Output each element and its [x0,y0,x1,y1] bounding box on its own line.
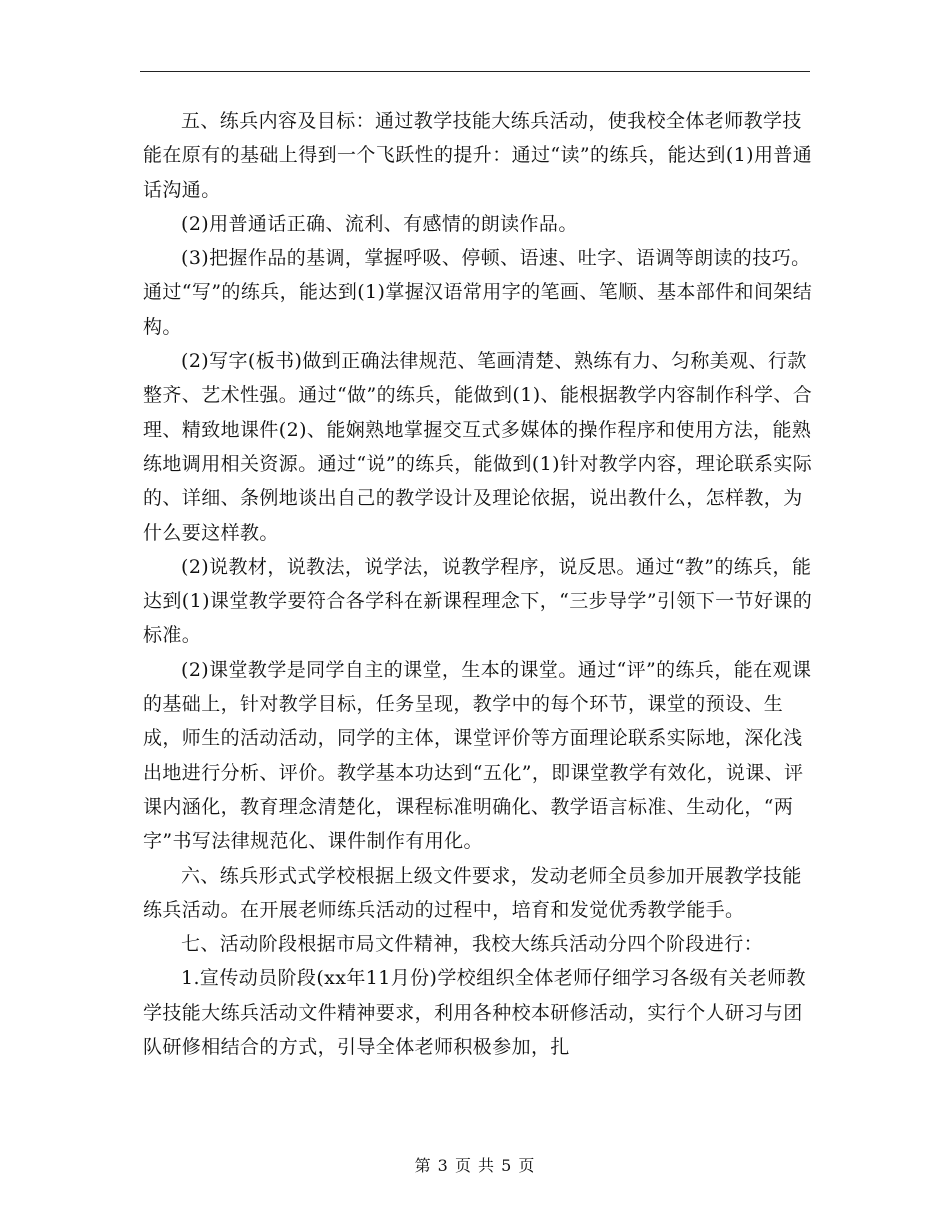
paragraph-read-2: (2)用普通话正确、流利、有感情的朗读作品。 [181,212,578,235]
paragraph-speak-2: (2)说教材，说教法，说学法，说教学程序，说反思。通过“教”的练兵，能达到(1)课堂教学要符合各学科在新课程理念下，“三步导学”引领下一节好课的标准。 [143,555,813,647]
paragraph-write-2: (2)写字(板书)做到正确法律规范、笔画清楚、熟练有力、匀称美观、行款整齐、艺术性强。通过“做”的练兵，能做到(1)、能根据教学内容制作科学、合理、精致地课件(2)、能娴熟地掌握交互式多媒体的操作程序和使用方法，能熟练地调用相关资源。通过“说”的练兵，能做到(1)针对教学内容，理论联系实际的、详细、条例地谈出自己的教学设计及理论依据，说出教什么，怎样教，为什么要这样教。 [143,350,813,544]
paragraph-7-stages: 七、活动阶段根据市局文件精神，我校大练兵活动分四个阶段进行： [181,933,764,956]
paragraph-6-form: 六、练兵形式式学校根据上级文件要求，发动老师全员参加开展教学技能练兵活动。在开展老师练兵活动的过程中，培育和发觉优秀教学能手。 [143,864,802,921]
paragraph-teach-2: (2)课堂教学是同学自主的课堂，生本的课堂。通过“评”的练兵，能在观课的基础上，针对教学目标，任务呈现，教学中的每个环节，课堂的预设、生成，师生的活动活动，同学的主体，课堂评价等方面理论联系实际地，深化浅出地进行分析、评价。教学基本功达到“五化”，即课堂教学有效化，说课、评课内涵化，教育理念清楚化，课程标准明确化、教学语言标准、生动化，“两字”书写法律规范化、课件制作有用化。 [143,658,812,853]
document-body [143,104,815,1064]
page-number-footer: 第 3 页 共 5 页 [414,1156,536,1175]
header-rule [140,71,810,72]
paragraph-read-3: (3)把握作品的基调，掌握呼吸、停顿、语速、吐字、语调等朗读的技巧。通过“写”的练兵，能达到(1)掌握汉语常用字的笔画、笔顺、基本部件和间架结构。 [143,247,813,338]
paragraph-stage-1: 1.宣传动员阶段(xx年11月份)学校组织全体老师仔细学习各级有关老师教学技能大练兵活动文件精神要求，利用各种校本研修活动，实行个人研习与团队研修相结合的方式，引导全体老师积极参加，扎 [143,967,806,1059]
paragraph-5-content-goals: 五、练兵内容及目标：通过教学技能大练兵活动，使我校全体老师教学技能在原有的基础上得到一个飞跃性的提升：通过“读”的练兵，能达到(1)用普通话沟通。 [143,110,813,201]
